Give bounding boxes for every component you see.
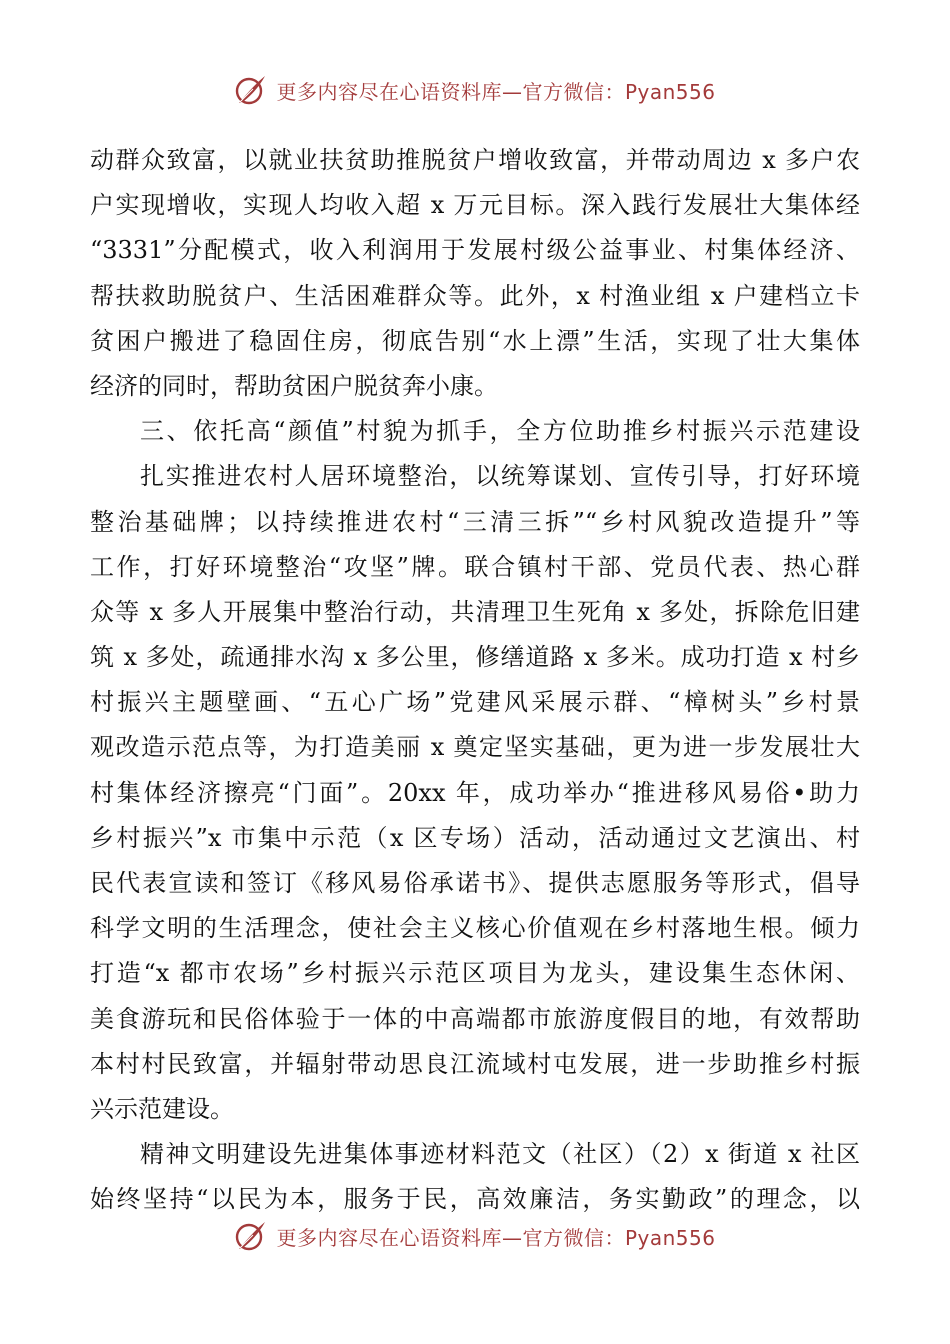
header-watermark bbox=[0, 70, 950, 110]
text-line: 打造“x 都市农场”乡村振兴示范区项目为龙头，建设集生态休闲、 bbox=[90, 959, 860, 988]
text-line: 科学文明的生活理念，使社会主义核心价值观在乡村落地生根。倾力 bbox=[90, 914, 860, 943]
section-heading: 三、依托高“颜值”村貌为抓手，全方位助推乡村振兴示范建设 bbox=[140, 417, 860, 446]
text-line: 经济的同时，帮助贫困户脱贫奔小康。 bbox=[90, 371, 498, 400]
text-line: 户实现增收，实现人均收入超 x 万元目标。深入践行发展壮大集体经 bbox=[90, 191, 860, 220]
text-line: 筑 x 多处，疏通排水沟 x 多公里，修缮道路 x 多米。成功打造 x 村乡 bbox=[90, 643, 860, 672]
text-line: 民代表宣读和签订《移风易俗承诺书》、提供志愿服务等形式，倡导 bbox=[90, 869, 860, 897]
header-watermark-text: 更多内容尽在心语资料库—官方微信：Pyan556 bbox=[276, 79, 716, 104]
text-line: 扎实推进农村人居环境整治，以统筹谋划、宣传引导，打好环境 bbox=[140, 462, 860, 491]
quill-logo-icon bbox=[234, 73, 268, 107]
text-line: “3331”分配模式，收入利润用于发展村级公益事业、村集体经济、 bbox=[90, 236, 860, 265]
text-line: 帮扶救助脱贫户、生活困难群众等。此外，x 村渔业组 x 户建档立卡 bbox=[90, 281, 860, 310]
text-line: 本村村民致富，并辐射带动思良江流域村屯发展，进一步助推乡村振 bbox=[90, 1049, 860, 1078]
text-line: 工作，打好环境整治“攻坚”牌。联合镇村干部、党员代表、热心群 bbox=[90, 552, 860, 581]
footer-watermark bbox=[0, 1216, 950, 1256]
text-line: 兴示范建设。 bbox=[90, 1094, 234, 1123]
text-line: 贫困户搬进了稳固住房，彻底告别“水上漂”生活，实现了壮大集体 bbox=[90, 326, 860, 355]
quill-logo-icon bbox=[234, 1219, 268, 1253]
text-line: 乡村振兴”x 市集中示范（x 区专场）活动，活动通过文艺演出、村 bbox=[90, 823, 860, 852]
text-line: 村集体经济擦亮“门面”。20xx 年，成功举办“推进移风易俗•助力 bbox=[90, 778, 860, 807]
text-line: 动群众致富，以就业扶贫助推脱贫户增收致富，并带动周边 x 多户农 bbox=[90, 146, 860, 174]
text-line: 整治基础牌；以持续推进农村“三清三拆”“乡村风貌改造提升”等 bbox=[90, 507, 860, 536]
text-line: 精神文明建设先进集体事迹材料范文（社区）（2）x 街道 x 社区 bbox=[140, 1140, 860, 1169]
document-body bbox=[90, 138, 860, 1223]
text-line: 众等 x 多人开展集中整治行动，共清理卫生死角 x 多处，拆除危旧建 bbox=[90, 597, 860, 626]
text-line: 观改造示范点等，为打造美丽 x 奠定坚实基础，更为进一步发展壮大 bbox=[90, 733, 860, 762]
text-line: 美食游玩和民俗体验于一体的中高端都市旅游度假目的地，有效帮助 bbox=[90, 1004, 860, 1033]
text-line: 村振兴主题壁画、“五心广场”党建风采展示群、“樟树头”乡村景 bbox=[90, 688, 860, 717]
text-line: 始终坚持“以民为本，服务于民，高效廉洁，务实勤政”的理念，以 bbox=[90, 1185, 860, 1214]
footer-watermark-text: 更多内容尽在心语资料库—官方微信：Pyan556 bbox=[276, 1225, 716, 1250]
